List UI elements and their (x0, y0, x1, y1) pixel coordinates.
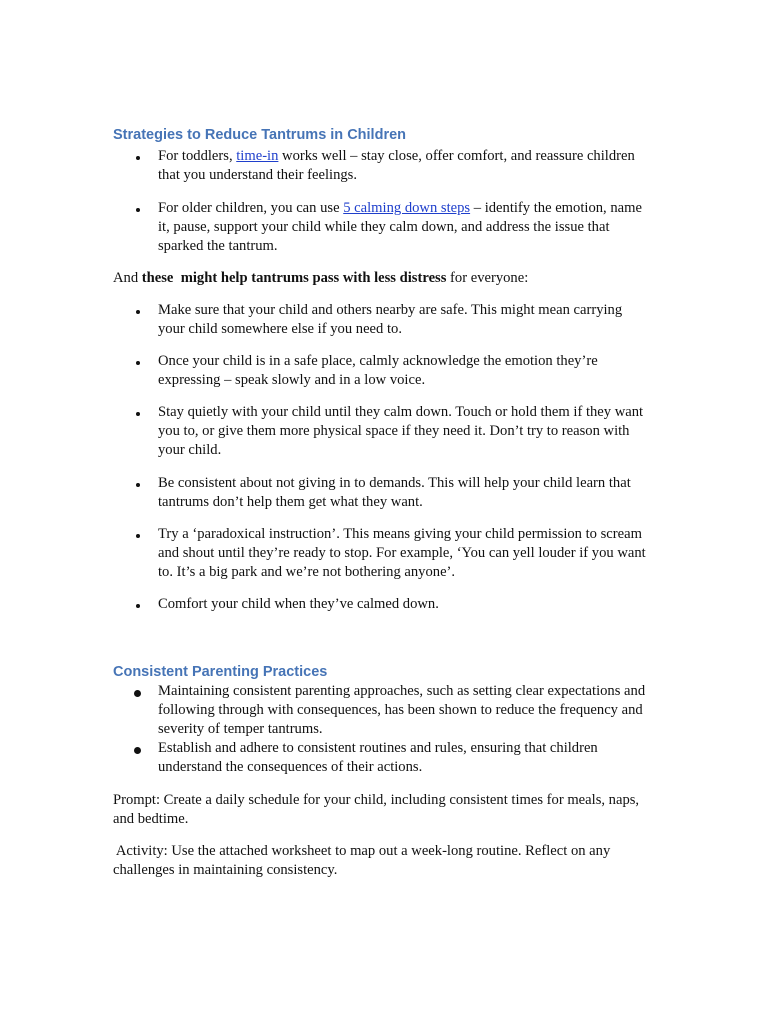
text-run: And (113, 270, 142, 286)
list-item-line (158, 147, 635, 166)
bullet-marker (136, 412, 140, 416)
list-item-line: it, pause, support your child while they calm down, and address the issue that (158, 219, 610, 236)
bullet-marker (136, 604, 140, 608)
text-run: for everyone: (446, 270, 529, 286)
list-item (158, 352, 598, 390)
text-run: works well – stay close, offer comfort, and reassure children (278, 148, 635, 164)
distress-intro-paragraph (113, 269, 528, 288)
list-item (158, 525, 646, 583)
list-item-line: Try a ‘paradoxical instruction’. This means giving your child permission to scream (158, 526, 642, 542)
list-item-line: Be consistent about not giving in to demands. This will help your child learn that (158, 475, 631, 491)
list-item-line: that you understand their feelings. (158, 167, 357, 184)
list-item-line: Make sure that your child and others nearby are safe. This might mean carrying (158, 302, 623, 318)
list-item-line: your child somewhere else if you need to. (158, 321, 402, 338)
list-item-line: severity of temper tantrums. (158, 721, 323, 738)
list-item (158, 739, 598, 777)
paragraph-line (113, 269, 528, 288)
bullet-marker (136, 361, 140, 365)
paragraph-line: Prompt: Create a daily schedule for your child, including consistent times for meals, naps, (113, 792, 640, 808)
paragraph-line: challenges in maintaining consistency. (113, 862, 338, 879)
text-run: – identify the emotion, name (470, 200, 642, 216)
calming-down-steps-link[interactable]: 5 calming down steps (343, 200, 471, 216)
list-item-line: expressing – speak slowly and in a low voice. (158, 372, 426, 389)
bullet-marker (136, 208, 140, 212)
text-run: For older children, you can use (158, 200, 344, 216)
list-item-line: Maintaining consistent parenting approaches, such as setting clear expectations and (158, 683, 646, 699)
paragraph-line: and bedtime. (113, 811, 189, 828)
list-item (158, 147, 635, 185)
list-item-line: Comfort your child when they’ve calmed down. (158, 596, 439, 612)
bullet-marker (134, 747, 141, 754)
paragraph-line: Activity: Use the attached worksheet to map out a week-long routine. Reflect on any (113, 843, 611, 859)
bullet-marker (136, 310, 140, 314)
list-item (158, 301, 622, 339)
list-item-line: Once your child is in a safe place, calmly acknowledge the emotion they’re (158, 353, 598, 369)
list-item-line: sparked the tantrum. (158, 238, 278, 255)
activity-paragraph (113, 842, 610, 880)
list-item-line: following through with consequences, has been shown to reduce the frequency and (158, 702, 643, 719)
list-item-line: Stay quietly with your child until they calm down. Touch or hold them if they want (158, 404, 644, 420)
time-in-link[interactable]: time-in (236, 148, 279, 164)
section-heading-strategies: Strategies to Reduce Tantrums in Children (113, 127, 407, 143)
list-item-line: you to, or give them more physical space if they need it. Don’t try to reason with (158, 423, 630, 440)
text-run: For toddlers, (158, 148, 237, 164)
emphasis-text: these might help tantrums pass with less distress (141, 270, 447, 286)
list-item-line: understand the consequences of their actions. (158, 759, 423, 776)
list-item-line: your child. (158, 442, 222, 459)
prompt-paragraph (113, 791, 639, 829)
list-item-line (158, 199, 642, 218)
bullet-marker (134, 690, 141, 697)
section-heading-consistency: Consistent Parenting Practices (113, 664, 328, 680)
list-item (158, 595, 439, 614)
list-item-line: and shout until they’re ready to stop. For example, ‘You can yell louder if you want (158, 545, 646, 562)
list-item-line: tantrums don’t help them get what they want. (158, 494, 423, 511)
list-item-line: to. It’s a big park and we’re not bothering anyone’. (158, 564, 456, 581)
bullet-marker (136, 534, 140, 538)
list-item (158, 403, 643, 461)
bullet-marker (136, 156, 140, 160)
list-item (158, 474, 631, 512)
list-item-line: Establish and adhere to consistent routines and rules, ensuring that children (158, 740, 598, 756)
bullet-marker (136, 483, 140, 487)
list-item (158, 682, 645, 740)
list-item (158, 199, 642, 257)
